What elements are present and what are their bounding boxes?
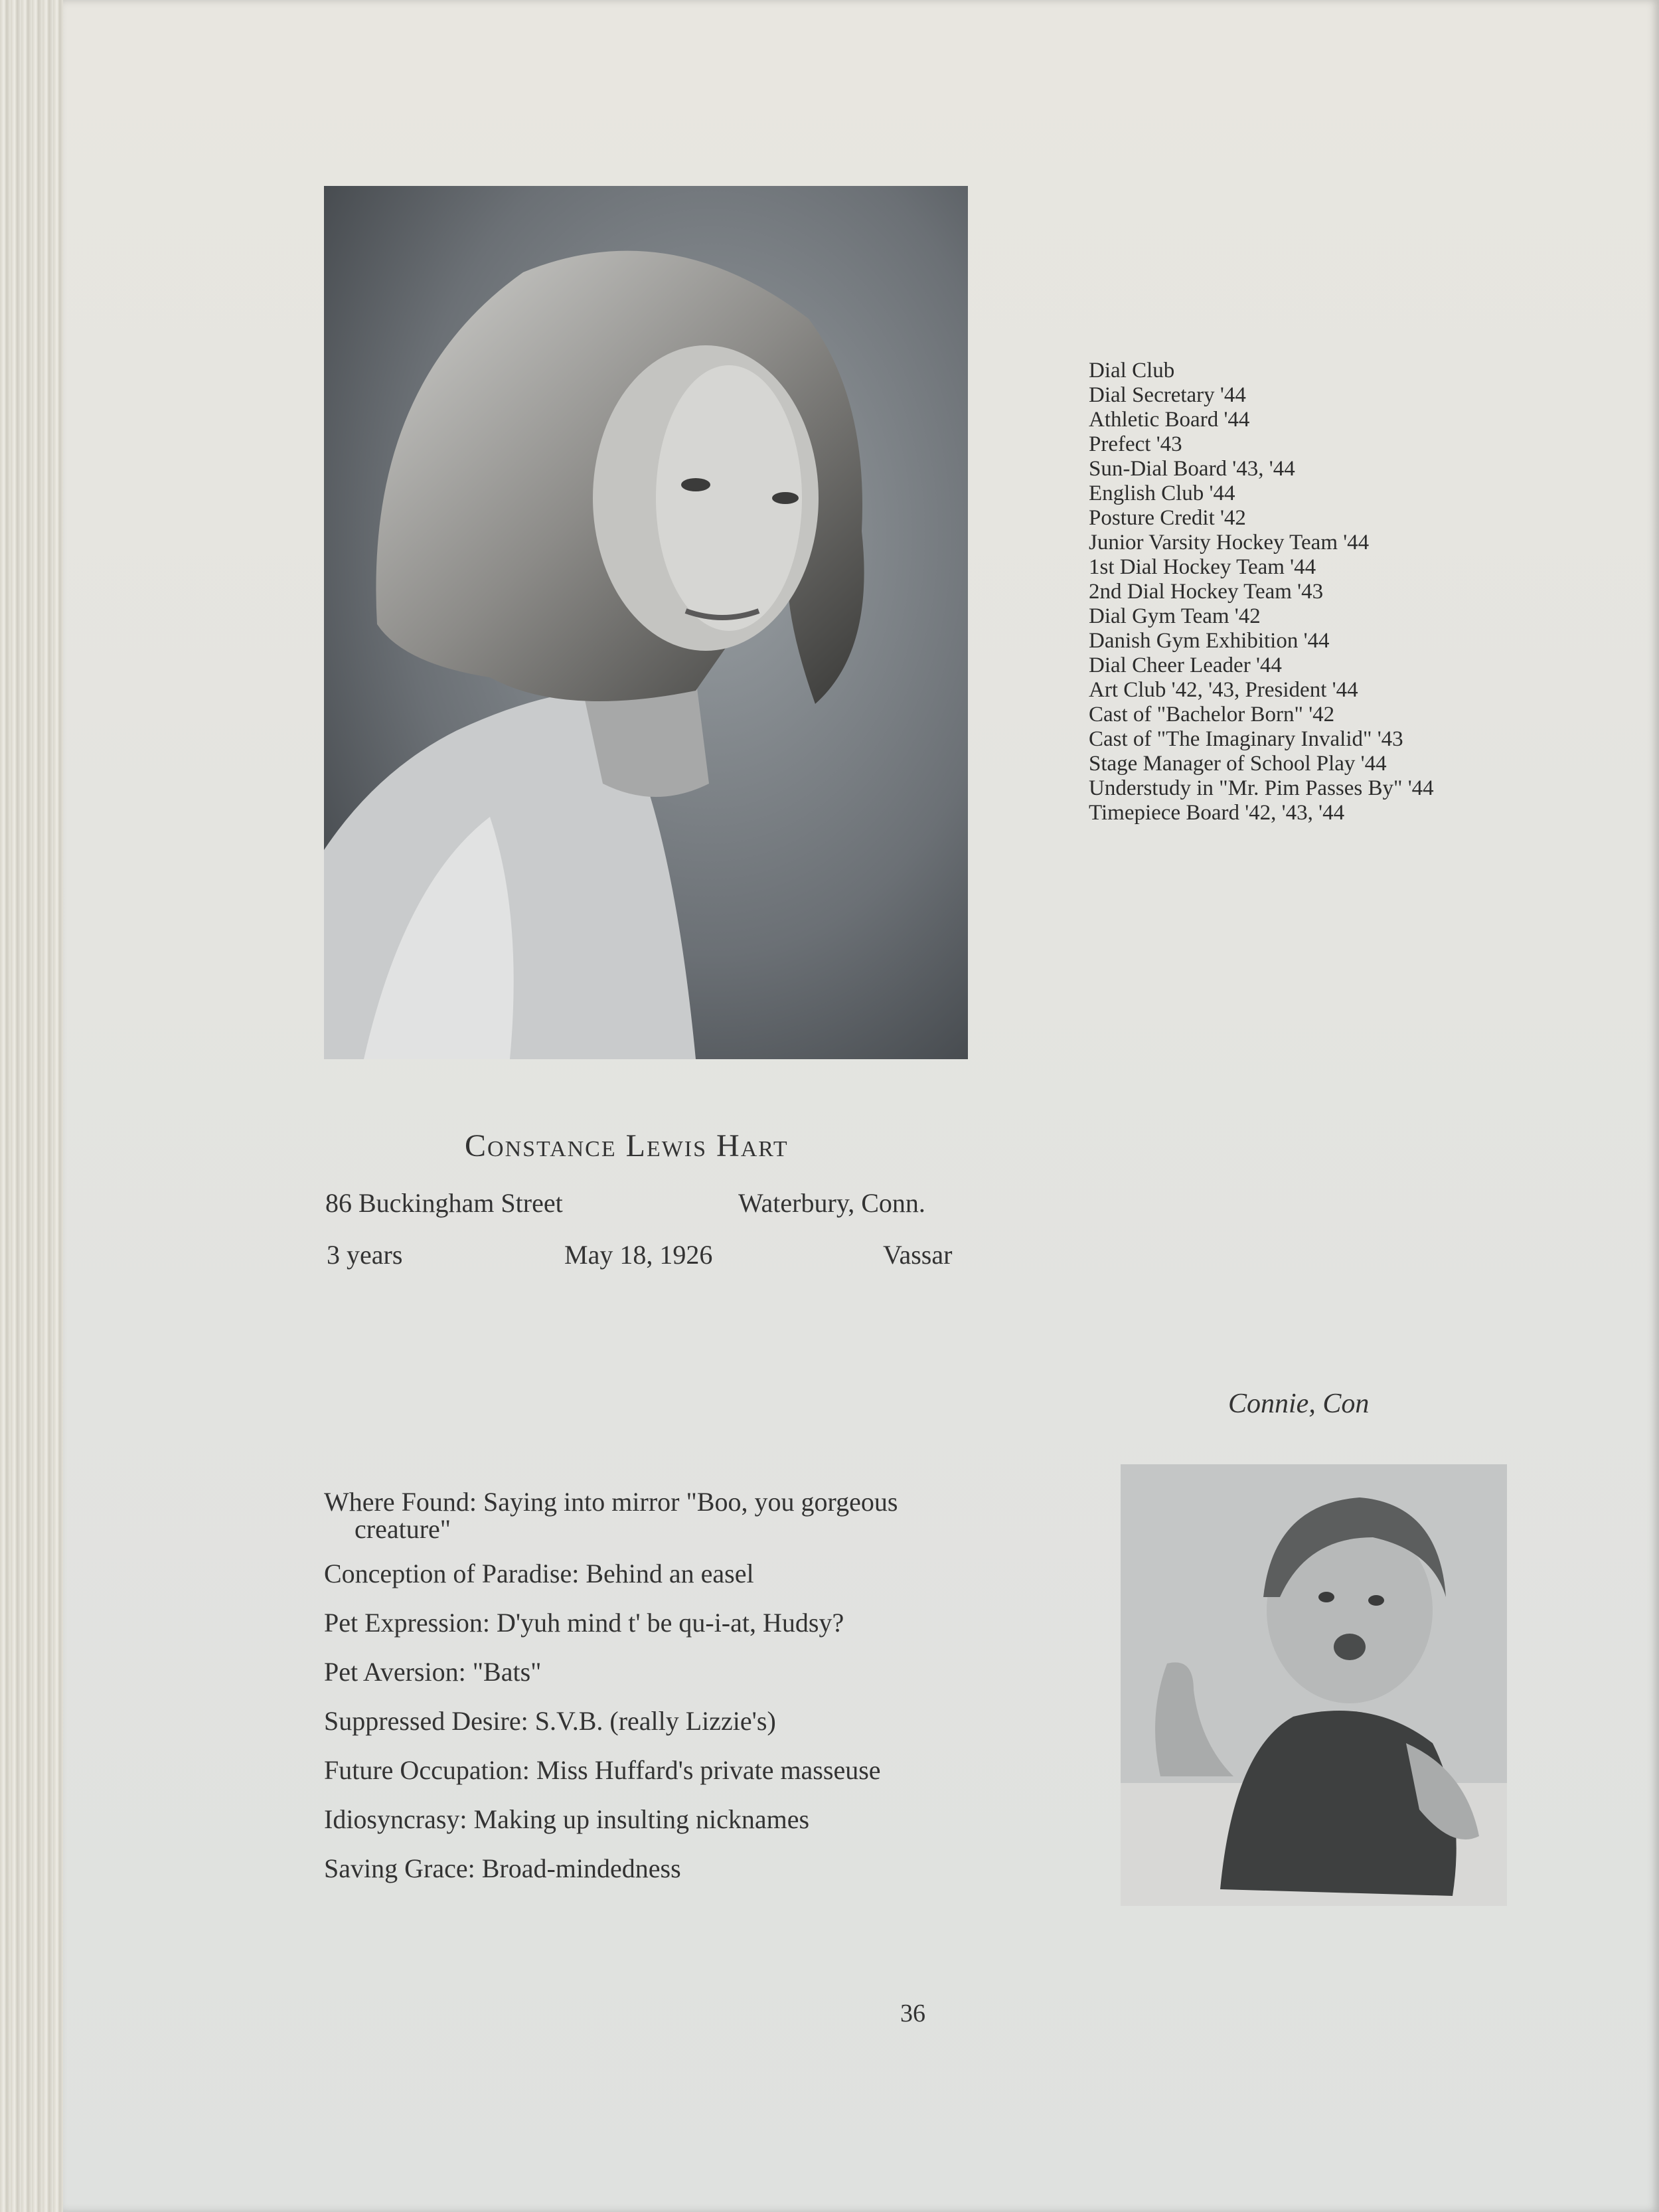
address-street: 86 Buckingham Street [325, 1188, 563, 1218]
activity-item: Dial Cheer Leader '44 [1089, 653, 1282, 677]
activity-item: Sun-Dial Board '43, '44 [1089, 457, 1295, 481]
page-number: 36 [900, 1999, 925, 2027]
activity-item: Understudy in "Mr. Pim Passes By" '44 [1089, 776, 1434, 800]
fact-text: Idiosyncrasy: Making up insulting nicknames [324, 1804, 810, 1834]
activity-item: Dial Gym Team '42 [1089, 604, 1261, 628]
fact-continuation: creature" [355, 1514, 451, 1544]
fact-text: Saving Grace: Broad-mindedness [324, 1853, 681, 1883]
fact-text: Where Found: Saying into mirror "Boo, you gorgeous [324, 1487, 898, 1517]
activity-item: Cast of "The Imaginary Invalid" '43 [1089, 727, 1403, 751]
fact-item [324, 1605, 988, 1641]
activity-item: Athletic Board '44 [1089, 408, 1250, 432]
student-name: Constance Lewis Hart [465, 1128, 789, 1163]
fact-item [324, 1654, 988, 1690]
activity-item: Art Club '42, '43, President '44 [1089, 678, 1358, 702]
activity-item: Dial Club [1089, 359, 1175, 383]
activity-item: Dial Secretary '44 [1089, 383, 1246, 407]
birthdate: May 18, 1926 [564, 1240, 713, 1270]
activity-item: English Club '44 [1089, 481, 1235, 505]
activity-item: Stage Manager of School Play '44 [1089, 752, 1387, 776]
activity-item: Timepiece Board '42, '43, '44 [1089, 801, 1345, 825]
senior-portrait-photo [324, 186, 968, 1059]
fact-text: Conception of Paradise: Behind an easel [324, 1559, 754, 1588]
fact-text: Pet Expression: D'yuh mind t' be qu-i-at, Hudsy? [324, 1608, 844, 1638]
fact-item [324, 1484, 988, 1543]
page-edge-stack [0, 0, 73, 2212]
fact-item [324, 1851, 988, 1887]
college: Vassar [883, 1240, 953, 1270]
fact-item [324, 1752, 988, 1788]
activity-item: Cast of "Bachelor Born" '42 [1089, 703, 1335, 726]
activity-item: Posture Credit '42 [1089, 506, 1246, 530]
nicknames: Connie, Con [1228, 1389, 1370, 1419]
fact-item [324, 1556, 988, 1592]
fact-item [324, 1802, 988, 1837]
years-attended: 3 years [327, 1240, 403, 1270]
personality-facts [324, 1484, 988, 1900]
address-city: Waterbury, Conn. [738, 1188, 925, 1218]
activities-list [1089, 359, 1500, 825]
activity-item: 1st Dial Hockey Team '44 [1089, 555, 1316, 579]
fact-text: Suppressed Desire: S.V.B. (really Lizzie's) [324, 1706, 776, 1736]
fact-text: Future Occupation: Miss Huffard's private masseuse [324, 1755, 881, 1785]
fact-text: Pet Aversion: "Bats" [324, 1657, 542, 1687]
fact-item [324, 1703, 988, 1739]
activity-item: Prefect '43 [1089, 432, 1182, 456]
activity-item: Junior Varsity Hockey Team '44 [1089, 531, 1370, 554]
baby-photo [1121, 1464, 1507, 1906]
activity-item: Danish Gym Exhibition '44 [1089, 629, 1330, 653]
activity-item: 2nd Dial Hockey Team '43 [1089, 580, 1324, 604]
